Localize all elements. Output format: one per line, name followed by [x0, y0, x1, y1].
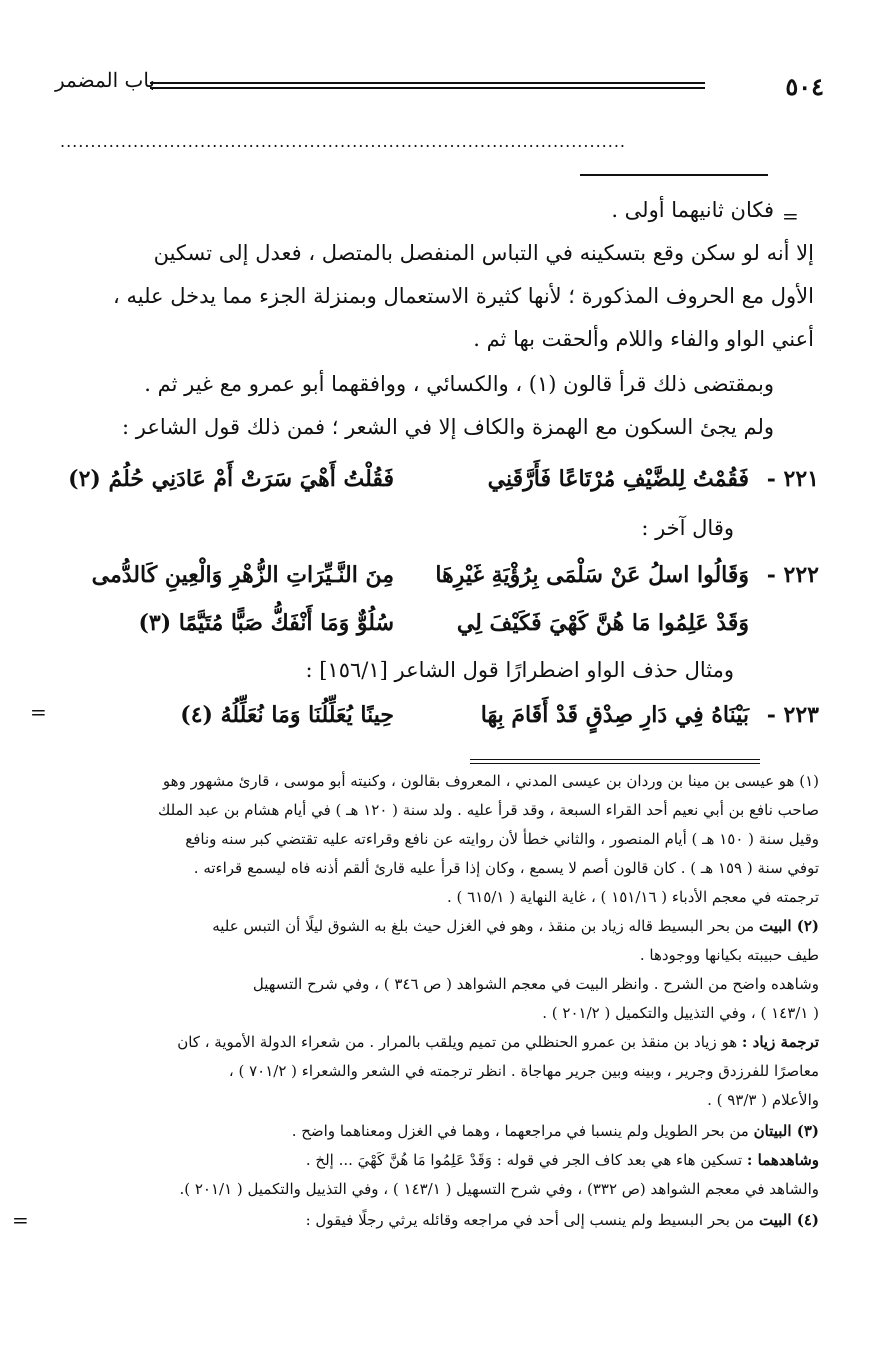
header-rule-top: [150, 82, 705, 84]
section-rule: [580, 174, 768, 176]
footnote-2-bio-line-2: معاصرًا للفرزدق وجرير ، وبينه وبين جرير مهاجاة . انظر ترجمته في الشعر والشعراء ( ٧٠١/٢ ) ،: [228, 1062, 819, 1080]
footnote-2-bio-lead: ترجمة زياد :: [741, 1033, 819, 1051]
footnote-2-line-2: طيف حبيبته بكيانها ووجودها .: [639, 946, 819, 964]
footnote-1-line-5: ترجمته في معجم الأدباء ( ١٥١/١٦ ) ، غاية النهاية ( ٦١٥/١ ) .: [446, 888, 819, 906]
footnote-1-line-4: توفي سنة ( ١٥٩ هـ ) . كان قالون أصم لا يسمع ، وكان إذا قرأ عليه قارئ ألقم أذنه فاه ليسمع قراءته .: [193, 859, 819, 877]
paragraph-2-line-3: أعني الواو والفاء واللام وألحقت بها ثم .: [473, 327, 814, 351]
footnote-2-bio-text: هو زياد بن منقذ بن عمرو الحنظلي من تميم ويلقب بالمرار . من شعراء الدولة الأموية ، كان: [177, 1033, 742, 1051]
footnote-2-line-1: [212, 917, 819, 935]
verse-221-number: ٢٢١ -: [766, 466, 819, 492]
paragraph-3: وبمقتضى ذلك قرأ قالون (١) ، والكسائي ، ووافقهما أبو عمرو مع غير ثم .: [144, 372, 774, 396]
footnote-4-lead: (٤) البيت: [758, 1211, 819, 1229]
footnote-3-lead-2: وشاهدهما :: [746, 1151, 819, 1169]
footnote-2-line-4: ( ١٤٣/١ ) ، وفي التذييل والتكميل ( ٢٠١/٢ ) .: [542, 1004, 819, 1022]
footnote-3-text-2: تسكين هاء هي بعد كاف الجر في قوله : وَقَدْ عَلِمُوا مَا هُنَّ كَهْيَ ... إلخ .: [305, 1151, 747, 1169]
footnote-1-line-1: (١) هو عيسى بن مينا بن وردان بن عيسى المدني ، المعروف بقالون ، وكنيته أبو موسى ، قارئ مشهور وهو: [162, 772, 819, 790]
footnote-2-text: من بحر البسيط قاله زياد بن منقذ ، وهو في الغزل حيث بلغ به الشوق ليلًا أن التبس عليه: [212, 917, 759, 935]
verse-221-hemistich-1: فَقُمْتُ لِلضَّيْفِ مُرْتَاعًا فَأَرَّقَنِي: [487, 466, 749, 492]
margin-mark-verse-223: =: [30, 700, 47, 724]
paragraph-2-line-1: إلا أنه لو سكن وقع بتسكينه في التباس المنفصل بالمتصل ، فعدل إلى تسكين: [153, 241, 814, 265]
footnote-3-line-3: والشاهد في معجم الشواهد (ص ٣٣٢) ، وفي شرح التسهيل ( ١٤٣/١ ) ، وفي التذييل والتكميل ( ٢٠١/١ ).: [179, 1180, 819, 1198]
verse-222-hemistich-3: وَقَدْ عَلِمُوا مَا هُنَّ كَهْيَ فَكَيْفَ لِي: [456, 610, 749, 636]
paragraph-1: فكان ثانيهما أولى .: [611, 198, 774, 222]
verse-223-hemistich-2: حِينًا يُعَلِّلُنَا وَمَا نُعَلِّلُهُ (٤): [180, 702, 394, 728]
footnote-2-bio-line-3: والأعلام ( ٩٣/٣ ) .: [707, 1091, 819, 1109]
footnote-3-line-2: [306, 1151, 819, 1169]
paragraph-4: ولم يجئ السكون مع الهمزة والكاف إلا في الشعر ؛ فمن ذلك قول الشاعر :: [122, 415, 774, 439]
verse-222-hemistich-2: مِنَ النَّـيِّرَاتِ الزُّهْرِ وَالْعِينِ كَالدُّمى: [91, 562, 394, 588]
footnote-2-line-3: وشاهده واضح من الشرح . وانظر البيت في معجم الشواهد ( ص ٣٤٦ ) ، وفي شرح التسهيل: [252, 975, 819, 993]
margin-mark-top: =: [782, 204, 799, 228]
verse-223-number: ٢٢٣ -: [766, 702, 819, 728]
footnote-2-lead: (٢) البيت: [758, 917, 819, 935]
verse-222-hemistich-1: وَقَالُوا اسلُ عَنْ سَلْمَى بِرُؤْيَةِ غَيْرِهَا: [435, 562, 749, 588]
footnote-3-line-1: [292, 1122, 819, 1140]
paragraph-2-line-2: الأول مع الحروف المذكورة ؛ لأنها كثيرة الاستعمال وبمنزلة الجزء مما يدخل عليه ،: [113, 284, 814, 308]
footnote-3-text: من بحر الطويل ولم ينسبا في مراجعهما ، وهما في الغزل ومعناهما واضح .: [291, 1122, 754, 1140]
footnote-rule-1: [470, 759, 760, 760]
footnote-4-text: من بحر البسيط ولم ينسب إلى أحد في مراجعه وقائله يرثي رجلًا فيقول :: [305, 1211, 759, 1229]
footnote-3-lead: (٣) البيتان: [753, 1122, 819, 1140]
footnote-2-bio-line-1: [177, 1033, 819, 1051]
verse-223-hemistich-1: بَيْنَاهُ فِي دَارِ صِدْقٍ قَدْ أَقَامَ بِهَا: [480, 702, 749, 728]
chapter-title: باب المضمر: [55, 68, 155, 92]
footnote-rule-2: [470, 763, 760, 764]
verse-222-hemistich-4: سُلُوٌّ وَمَا أَنْفَكُّ صَبًّا مُتَيَّمًا (٣): [138, 610, 394, 636]
dotted-line: .............................................................................................: [60, 132, 626, 151]
footnote-1-line-3: وقيل سنة ( ١٥٠ هـ ) أيام المنصور ، والثاني خطأ لأن روايته عن نافع وقراءته عليه تقتضي كبر سنه ونافع: [185, 830, 819, 848]
header-rule-bottom: [150, 87, 705, 89]
verse-221-hemistich-2: فَقُلْتُ أَهْيَ سَرَتْ أَمْ عَادَنِي حُلُمُ (٢): [68, 466, 394, 492]
footnote-4-line-1: [306, 1211, 819, 1229]
footnote-1-line-2: صاحب نافع بن أبي نعيم أحد القراء السبعة ، وقد قرأ عليه . ولد سنة ( ١٢٠ هـ ) في أيام هشام بن عبد الملك: [157, 801, 819, 819]
paragraph-6: ومثال حذف الواو اضطرارًا قول الشاعر [١٥٦/١] :: [305, 658, 734, 682]
page-number: ٥٠٤: [785, 72, 824, 101]
paragraph-5: وقال آخر :: [641, 516, 734, 540]
page-header: [0, 60, 879, 100]
margin-mark-bottom: =: [12, 1208, 29, 1232]
verse-222-number: ٢٢٢ -: [766, 562, 819, 588]
